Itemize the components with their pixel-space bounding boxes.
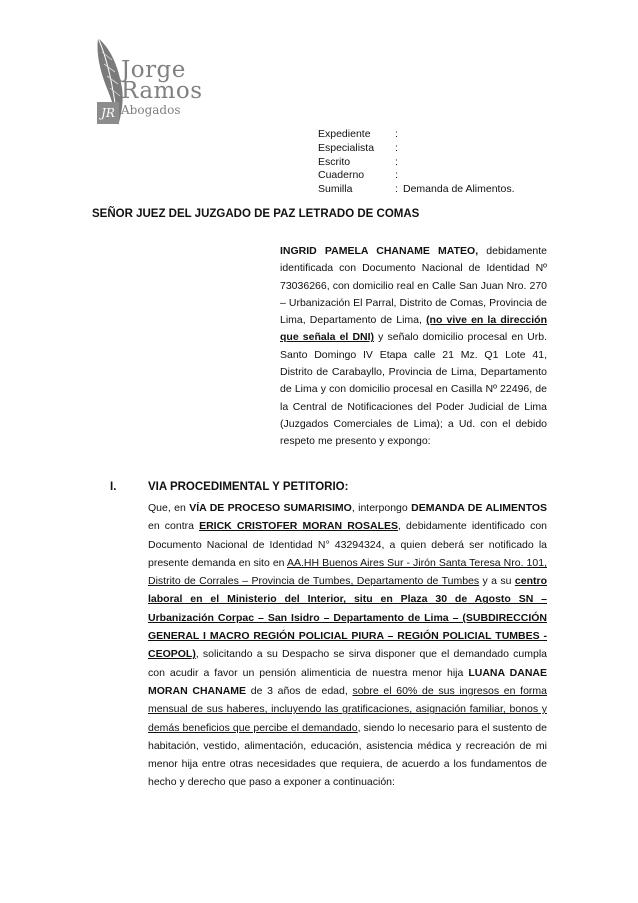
plaintiff-identification xyxy=(280,243,547,451)
meta-row-expediente xyxy=(318,128,514,142)
meta-colon: : xyxy=(395,141,398,154)
defendant-workplace: centro laboral en el Ministerio del Interior, situ en Plaza 30 de Agosto SN – Urbanización Corpac – San Isidro – Departamento de Lima – (SUBDIRECCIÓN GENERAL I MACRO REGIÓN POLICIAL PIURA – REGIÓN POLICIAL TUMBES - CEOPOL) xyxy=(148,575,547,661)
text-run: y a su xyxy=(479,575,515,588)
text-run: Que, en xyxy=(148,502,190,514)
section-title: VIA PROCEDIMENTAL Y PETITORIO: xyxy=(148,481,349,493)
meta-value: Demanda de Alimentos. xyxy=(403,183,515,196)
text-run: , siendo lo necesario para el sustento de habitación, vestido, alimentación, educación, asistencia médica y recreación de mi menor hija entre otras necesidades que requiera, de acuerdo a los fundamentos de hecho y derecho que paso a exponer a continuación: xyxy=(148,721,547,789)
meta-label: Cuaderno xyxy=(318,169,365,182)
defendant-address: AA.HH Buenos Aires Sur - Jirón Santa Teresa Nro. 101, Distrito de Corrales – Provincia de Tumbes, Departamento de Tumbes xyxy=(148,556,547,588)
meta-row-sumilla xyxy=(318,183,514,197)
text-run: en contra xyxy=(148,520,200,533)
child-name: LUANA DANAE MORAN CHANAME xyxy=(148,666,548,697)
plaintiff-details: debidamente identificada con Documento Nacional de Identidad Nº 73036266, con domicilio real en Calle San Juan Nro. 270 – Urbanización El Parral, Distrito de Comas, Provincia de Lima, Departamento de Lima, xyxy=(280,245,547,327)
meta-colon: : xyxy=(395,183,398,196)
logo-monogram: JR xyxy=(97,102,119,124)
plaintiff-procedural-address: y señalo domicilio procesal en Urb. Santo Domingo IV Etapa calle 21 Mz. Q1 Lote 41, Distrito de Carabayllo, Provincia de Lima, Departamento de Lima y con domicilio procesal en Casilla Nº 22496, de la Central de Notificaciones del Poder Judicial de Lima (Juzgados Comerciales de Lima); a Ud. con el debido respeto me presento y expongo: xyxy=(280,331,547,448)
logo-name-last: Ramos xyxy=(121,78,203,104)
logo-subtitle: Abogados xyxy=(121,103,181,117)
plaintiff-name: INGRID PAMELA CHANAME MATEO, xyxy=(280,245,479,257)
text-run: , interpongo xyxy=(351,502,412,514)
text-run: , solicitando a su Despacho se sirva disponer que el demandado cumpla con acudir a favor un pensión alimenticia de nuestra menor hija xyxy=(148,648,547,679)
firm-logo xyxy=(88,30,238,130)
case-metadata xyxy=(318,128,514,197)
meta-label: Expediente xyxy=(318,128,371,140)
text-run: de 3 años de edad, xyxy=(246,684,353,697)
meta-colon: : xyxy=(395,155,398,168)
meta-label: Especialista xyxy=(318,141,375,154)
meta-row-cuaderno xyxy=(318,169,514,183)
support-amount: sobre el 60% de sus ingresos en forma mensual de sus haberes, incluyendo las gratificaciones, asignación familiar, bonos y demás beneficios que percibe el demandado xyxy=(148,684,547,734)
addressee-heading: SEÑOR JUEZ DEL JUZGADO DE PAZ LETRADO DE COMAS xyxy=(92,208,420,220)
logo-wordmark xyxy=(121,57,203,117)
logo-name-first: Jorge xyxy=(121,57,186,83)
meta-row-escrito xyxy=(318,156,514,170)
text-run: , debidamente identificado con Documento Nacional de Identidad N° 43294324, a quien deberá ser notificado la presente demanda en sito en xyxy=(148,520,548,569)
petition-paragraph xyxy=(148,499,547,792)
meta-label: Sumilla xyxy=(318,183,353,196)
claim-type: DEMANDA DE ALIMENTOS xyxy=(411,502,547,514)
meta-row-especialista xyxy=(318,142,514,156)
meta-label: Escrito xyxy=(318,155,351,168)
meta-colon: : xyxy=(395,169,398,182)
procedure-type: VÍA DE PROCESO SUMARISIMO xyxy=(189,502,352,514)
defendant-name: ERICK CRISTOFER MORAN ROSALES xyxy=(199,520,398,533)
plaintiff-residence-note: (no vive en la dirección que señala el DNI) xyxy=(280,314,547,344)
meta-colon: : xyxy=(395,128,398,140)
section-heading xyxy=(110,481,348,493)
section-number: I. xyxy=(110,481,117,493)
